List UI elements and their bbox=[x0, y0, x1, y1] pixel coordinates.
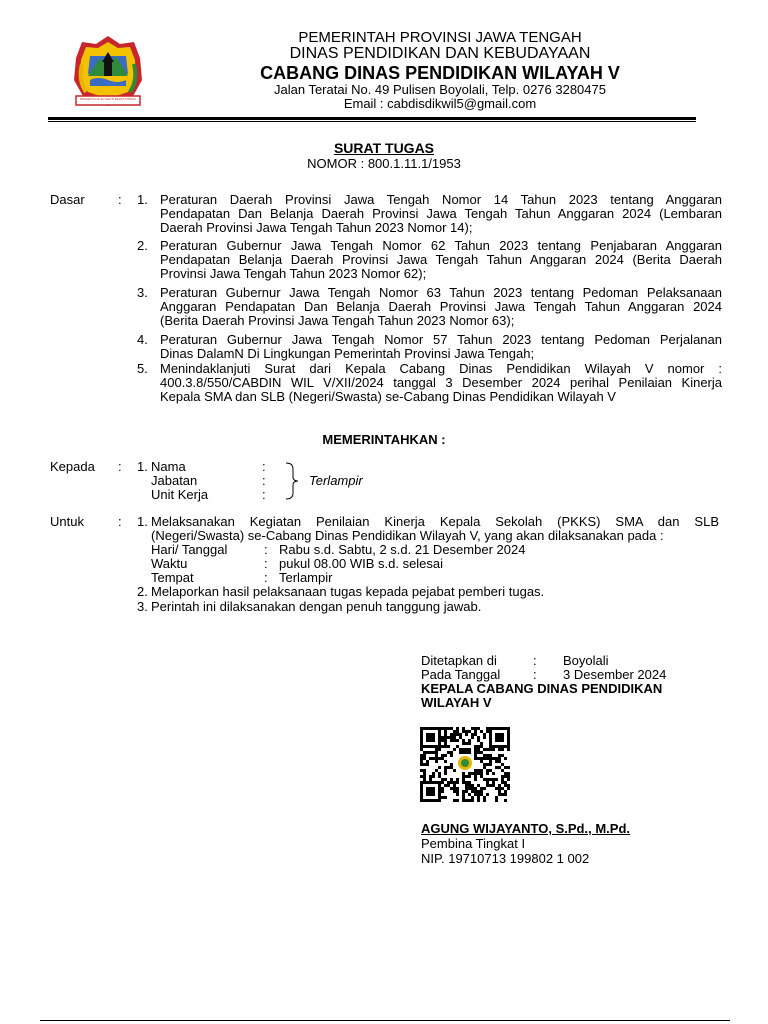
qr-code bbox=[420, 727, 510, 803]
dasar-item-1-line-1: Peraturan Daerah Provinsi Jawa Tengah Nomor 14 Tahun 2023 tentang Anggaran bbox=[160, 192, 722, 207]
document-title: SURAT TUGAS bbox=[333, 140, 435, 156]
dasar-item-3-line-2: Anggaran Pendapatan Dan Belanja Daerah Provinsi Jawa Tengah Tahun Anggaran 2024 bbox=[160, 299, 722, 314]
detail-tempat-label: Tempat bbox=[151, 570, 194, 585]
kepada-field-nama: Nama bbox=[151, 459, 186, 474]
untuk-colon: : bbox=[118, 514, 122, 529]
dasar-item-4-line-1: Peraturan Gubernur Jawa Tengah Nomor 57 Tahun 2023 tentang Pedoman Perjalanan bbox=[160, 332, 722, 347]
ditetapkan-label: Ditetapkan di bbox=[421, 653, 497, 668]
header-branch: CABANG DINAS PENDIDIKAN WILAYAH V bbox=[260, 63, 620, 83]
dasar-label: Dasar bbox=[50, 192, 85, 207]
kepada-field-colon: : bbox=[262, 459, 266, 474]
signatory-rank: Pembina Tingkat I bbox=[421, 836, 526, 851]
dasar-item-5-line-2: 400.3.8/550/CABDIN WIL V/XII/2024 tanggal 3 Desember 2024 perihal Penilaian Kinerja bbox=[160, 375, 722, 390]
dasar-item-5-number: 5. bbox=[137, 361, 148, 376]
document-number: NOMOR : 800.1.11.1/1953 bbox=[307, 156, 461, 171]
dasar-item-2-line-2: Pendapatan Belanja Daerah Provinsi Jawa Tengah Tahun Anggaran 2024 (Berita Daerah bbox=[160, 252, 722, 267]
untuk-item-1-line-1: Melaksanakan Kegiatan Penilaian Kinerja Kepala Sekolah (PKKS) SMA dan SLB bbox=[151, 514, 719, 529]
untuk-item-1-number: 1. bbox=[137, 514, 148, 529]
kepada-field-colon: : bbox=[262, 473, 266, 488]
dasar-item-4-line-2: Dinas DalamN Di Lingkungan Pemerintah Provinsi Jawa Tengah; bbox=[160, 346, 535, 361]
kepada-terlampir: Terlampir bbox=[309, 473, 363, 488]
qr-code-icon bbox=[420, 727, 510, 803]
header-thick-rule bbox=[48, 117, 696, 120]
kepada-field-jabatan: Jabatan bbox=[151, 473, 198, 488]
dasar-item-2-line-3: Provinsi Jawa Tengah Tahun 2023 Nomor 62); bbox=[160, 266, 427, 281]
header-address: Jalan Teratai No. 49 Pulisen Boyolali, Telp. 0276 3280475 bbox=[274, 82, 606, 97]
kepada-number: 1. bbox=[137, 459, 148, 474]
footer-rule bbox=[40, 1020, 730, 1021]
header-government: PEMERINTAH PROVINSI JAWA TENGAH bbox=[298, 29, 582, 46]
province-logo bbox=[68, 34, 148, 114]
signatory-name: AGUNG WIJAYANTO, S.Pd., M.Pd. bbox=[421, 821, 630, 836]
dasar-colon: : bbox=[118, 192, 122, 207]
untuk-item-3-number: 3. bbox=[137, 599, 148, 614]
curly-brace-icon bbox=[284, 462, 298, 500]
header-department: DINAS PENDIDIKAN DAN KEBUDAYAAN bbox=[289, 45, 591, 62]
kepada-colon: : bbox=[118, 459, 122, 474]
dasar-item-1-line-2: Pendapatan Dan Belanja Daerah Provinsi Jawa Tengah Tahun Anggaran 2024 (Lembaran bbox=[160, 206, 722, 221]
logo-ribbon-text: PRASETYA ULAH SAKTI BHAKTI PRAJA bbox=[79, 97, 137, 101]
detail-waktu-colon: : bbox=[264, 556, 268, 571]
ditetapkan-value: Boyolali bbox=[563, 653, 609, 668]
tanggal-value: 3 Desember 2024 bbox=[563, 667, 667, 682]
dasar-item-5-line-3: Kepala SMA dan SLB (Negeri/Swasta) se-Cabang Dinas Pendidikan Wilayah V bbox=[160, 389, 616, 404]
kepada-field-colon: : bbox=[262, 487, 266, 502]
untuk-label: Untuk bbox=[50, 514, 84, 529]
dasar-item-2-line-1: Peraturan Gubernur Jawa Tengah Nomor 62 Tahun 2023 tentang Penjabaran Anggaran bbox=[160, 238, 722, 253]
detail-waktu-label: Waktu bbox=[151, 556, 188, 571]
header-email: Email : cabdisdikwil5@gmail.com bbox=[343, 96, 537, 111]
detail-tempat-colon: : bbox=[264, 570, 268, 585]
detail-waktu-value: pukul 08.00 WIB s.d. selesai bbox=[279, 556, 444, 571]
dasar-item-3-number: 3. bbox=[137, 285, 148, 300]
untuk-item-2-number: 2. bbox=[137, 584, 148, 599]
tanggal-label: Pada Tanggal bbox=[421, 667, 501, 682]
dasar-item-1-line-3: Daerah Provinsi Jawa Tengah Tahun 2023 Nomor 14); bbox=[160, 220, 473, 235]
untuk-item-3: Perintah ini dilaksanakan dengan penuh tanggung jawab. bbox=[151, 599, 482, 614]
memerintahkan-heading: MEMERINTAHKAN : bbox=[322, 432, 446, 447]
detail-hari-value: Rabu s.d. Sabtu, 2 s.d. 21 Desember 2024 bbox=[279, 542, 526, 557]
signatory-position-line-2: WILAYAH V bbox=[421, 695, 492, 710]
untuk-item-1-line-2: (Negeri/Swasta) se-Cabang Dinas Pendidikan Wilayah V, yang akan dilaksanakan pada : bbox=[151, 528, 664, 543]
header-thin-rule bbox=[48, 121, 696, 122]
dasar-item-3-line-1: Peraturan Gubernur Jawa Tengah Nomor 63 Tahun 2023 tentang Pedoman Pelaksanaan bbox=[160, 285, 722, 300]
dasar-item-3-line-3: (Berita Daerah Provinsi Jawa Tengah Tahun 2023 Nomor 63); bbox=[160, 313, 515, 328]
central-java-emblem-icon bbox=[68, 34, 148, 114]
dasar-item-1-number: 1. bbox=[137, 192, 148, 207]
ditetapkan-colon: : bbox=[533, 653, 537, 668]
detail-hari-colon: : bbox=[264, 542, 268, 557]
dasar-item-5-line-1: Menindaklanjuti Surat dari Kepala Cabang Dinas Pendidikan Wilayah V nomor : bbox=[160, 361, 722, 376]
signatory-position-line-1: KEPALA CABANG DINAS PENDIDIKAN bbox=[421, 681, 663, 696]
kepada-field-unit-kerja: Unit Kerja bbox=[151, 487, 209, 502]
dasar-item-2-number: 2. bbox=[137, 238, 148, 253]
detail-hari-label: Hari/ Tanggal bbox=[151, 542, 228, 557]
tanggal-colon: : bbox=[533, 667, 537, 682]
dasar-item-4-number: 4. bbox=[137, 332, 148, 347]
detail-tempat-value: Terlampir bbox=[279, 570, 333, 585]
signatory-nip: NIP. 19710713 199802 1 002 bbox=[421, 851, 590, 866]
untuk-item-2: Melaporkan hasil pelaksanaan tugas kepada pejabat pemberi tugas. bbox=[151, 584, 545, 599]
kepada-label: Kepada bbox=[50, 459, 95, 474]
